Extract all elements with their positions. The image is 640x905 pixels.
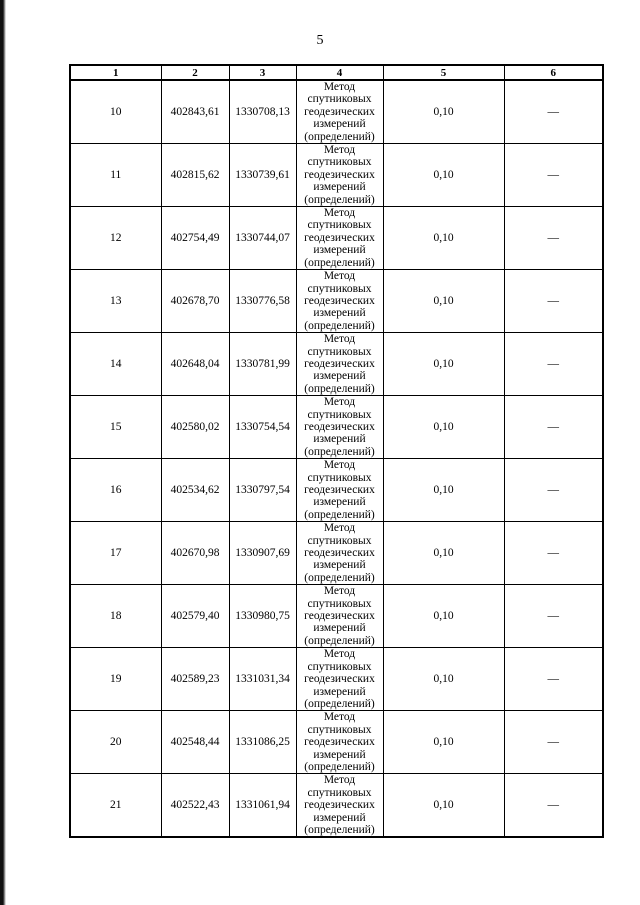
method-cell: Метод спутниковых геодезических измерений (определений): [296, 459, 383, 522]
y-coordinate: 1330739,61: [229, 144, 296, 207]
accuracy-cell: 0,10: [383, 585, 504, 648]
header-col-4: 4: [296, 65, 383, 80]
table-row: [70, 585, 603, 648]
x-coordinate: 402670,98: [161, 522, 229, 585]
point-number: 19: [70, 648, 161, 711]
accuracy-cell: 0,10: [383, 144, 504, 207]
method-cell: Метод спутниковых геодезических измерений (определений): [296, 711, 383, 774]
accuracy-cell: 0,10: [383, 522, 504, 585]
table-row: [70, 396, 603, 459]
header-col-5: 5: [383, 65, 504, 80]
header-col-1: 1: [70, 65, 161, 80]
table-row: [70, 80, 603, 144]
point-number: 20: [70, 711, 161, 774]
point-number: 11: [70, 144, 161, 207]
scan-edge-shadow: [0, 0, 6, 905]
accuracy-cell: 0,10: [383, 80, 504, 144]
note-cell: —: [504, 207, 603, 270]
accuracy-cell: 0,10: [383, 333, 504, 396]
x-coordinate: 402754,49: [161, 207, 229, 270]
point-number: 21: [70, 774, 161, 838]
table-row: [70, 459, 603, 522]
method-cell: Метод спутниковых геодезических измерений (определений): [296, 270, 383, 333]
method-cell: Метод спутниковых геодезических измерений (определений): [296, 144, 383, 207]
note-cell: —: [504, 270, 603, 333]
y-coordinate: 1330980,75: [229, 585, 296, 648]
note-cell: —: [504, 522, 603, 585]
page-number: 5: [316, 33, 324, 48]
table-row: [70, 522, 603, 585]
point-number: 17: [70, 522, 161, 585]
x-coordinate: 402534,62: [161, 459, 229, 522]
method-cell: Метод спутниковых геодезических измерений (определений): [296, 774, 383, 838]
note-cell: —: [504, 459, 603, 522]
table-row: [70, 648, 603, 711]
y-coordinate: 1330776,58: [229, 270, 296, 333]
y-coordinate: 1330907,69: [229, 522, 296, 585]
accuracy-cell: 0,10: [383, 774, 504, 838]
table-row: [70, 207, 603, 270]
x-coordinate: 402678,70: [161, 270, 229, 333]
note-cell: —: [504, 585, 603, 648]
method-cell: Метод спутниковых геодезических измерений (определений): [296, 585, 383, 648]
accuracy-cell: 0,10: [383, 711, 504, 774]
note-cell: —: [504, 648, 603, 711]
method-cell: Метод спутниковых геодезических измерений (определений): [296, 522, 383, 585]
point-number: 12: [70, 207, 161, 270]
accuracy-cell: 0,10: [383, 459, 504, 522]
table-row: [70, 333, 603, 396]
y-coordinate: 1330744,07: [229, 207, 296, 270]
y-coordinate: 1331031,34: [229, 648, 296, 711]
point-number: 13: [70, 270, 161, 333]
method-cell: Метод спутниковых геодезических измерений (определений): [296, 207, 383, 270]
accuracy-cell: 0,10: [383, 207, 504, 270]
note-cell: —: [504, 333, 603, 396]
method-cell: Метод спутниковых геодезических измерений (определений): [296, 333, 383, 396]
point-number: 15: [70, 396, 161, 459]
y-coordinate: 1330797,54: [229, 459, 296, 522]
point-number: 14: [70, 333, 161, 396]
note-cell: —: [504, 774, 603, 838]
note-cell: —: [504, 80, 603, 144]
point-number: 18: [70, 585, 161, 648]
accuracy-cell: 0,10: [383, 648, 504, 711]
accuracy-cell: 0,10: [383, 396, 504, 459]
method-cell: Метод спутниковых геодезических измерений (определений): [296, 648, 383, 711]
method-cell: Метод спутниковых геодезических измерений (определений): [296, 396, 383, 459]
point-number: 16: [70, 459, 161, 522]
note-cell: —: [504, 396, 603, 459]
x-coordinate: 402548,44: [161, 711, 229, 774]
note-cell: —: [504, 144, 603, 207]
y-coordinate: 1330708,13: [229, 80, 296, 144]
table-row: [70, 774, 603, 838]
y-coordinate: 1331086,25: [229, 711, 296, 774]
x-coordinate: 402580,02: [161, 396, 229, 459]
accuracy-cell: 0,10: [383, 270, 504, 333]
note-cell: —: [504, 711, 603, 774]
table-row: [70, 711, 603, 774]
header-col-6: 6: [504, 65, 603, 80]
y-coordinate: 1331061,94: [229, 774, 296, 838]
method-cell: Метод спутниковых геодезических измерений (определений): [296, 80, 383, 144]
x-coordinate: 402815,62: [161, 144, 229, 207]
y-coordinate: 1330754,54: [229, 396, 296, 459]
point-number: 10: [70, 80, 161, 144]
table-body: [70, 80, 603, 837]
coordinates-table: [69, 64, 604, 838]
x-coordinate: 402648,04: [161, 333, 229, 396]
table-row: [70, 270, 603, 333]
x-coordinate: 402522,43: [161, 774, 229, 838]
table-header-row: [70, 65, 603, 80]
x-coordinate: 402579,40: [161, 585, 229, 648]
x-coordinate: 402843,61: [161, 80, 229, 144]
header-col-2: 2: [161, 65, 229, 80]
table-row: [70, 144, 603, 207]
y-coordinate: 1330781,99: [229, 333, 296, 396]
x-coordinate: 402589,23: [161, 648, 229, 711]
header-col-3: 3: [229, 65, 296, 80]
